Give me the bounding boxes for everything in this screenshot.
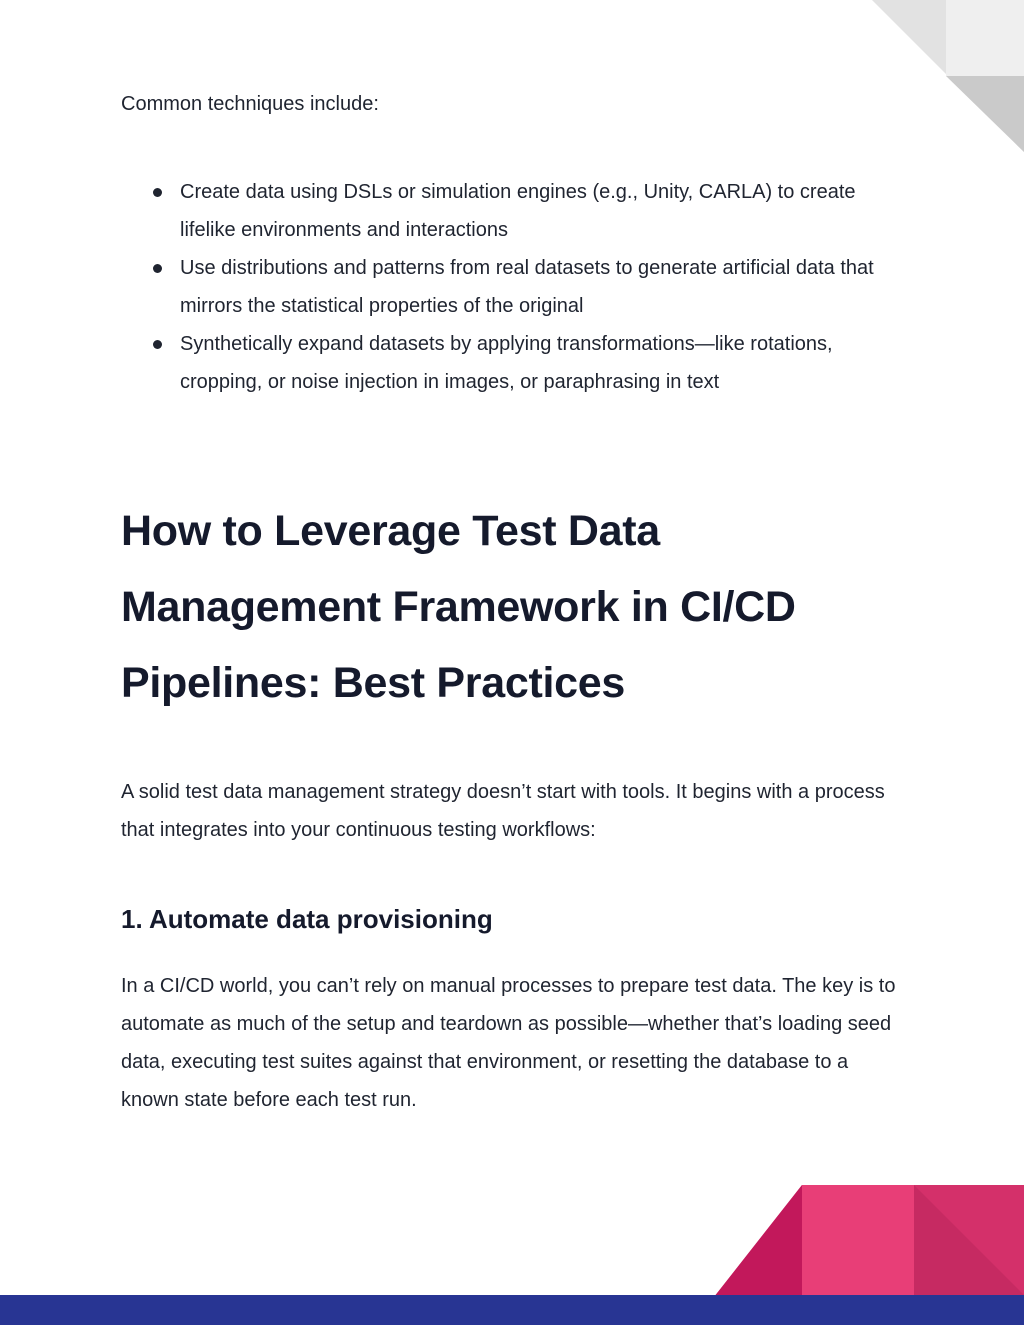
list-item: Use distributions and patterns from real datasets to generate artificial data that mirrors the statistical properties of the original [121, 249, 911, 325]
subsection-paragraph: In a CI/CD world, you can’t rely on manual processes to prepare test data. The key is to automate as much of the setup and teardown as possible—whether that’s loading seed data, executing test suites against that environment, or resetting the database to a known state before each test run. [121, 975, 896, 1111]
list-item: Synthetically expand datasets by applying transformations—like rotations, cropping, or noise injection in images, or paraphrasing in text [121, 325, 911, 401]
bottom-band [0, 1295, 1024, 1325]
techniques-list [121, 173, 911, 401]
techniques-intro: Common techniques include: [121, 93, 379, 115]
section-heading: How to Leverage Test Data Management Framework in CI/CD Pipelines: Best Practices [121, 507, 796, 707]
section-intro-paragraph: A solid test data management strategy doesn’t start with tools. It begins with a process that integrates into your continuous testing workflows: [121, 781, 885, 841]
subsection-heading: 1. Automate data provisioning [121, 904, 493, 934]
document-body [121, 88, 911, 1119]
list-item: Create data using DSLs or simulation engines (e.g., Unity, CARLA) to create lifelike environments and interactions [121, 173, 911, 249]
